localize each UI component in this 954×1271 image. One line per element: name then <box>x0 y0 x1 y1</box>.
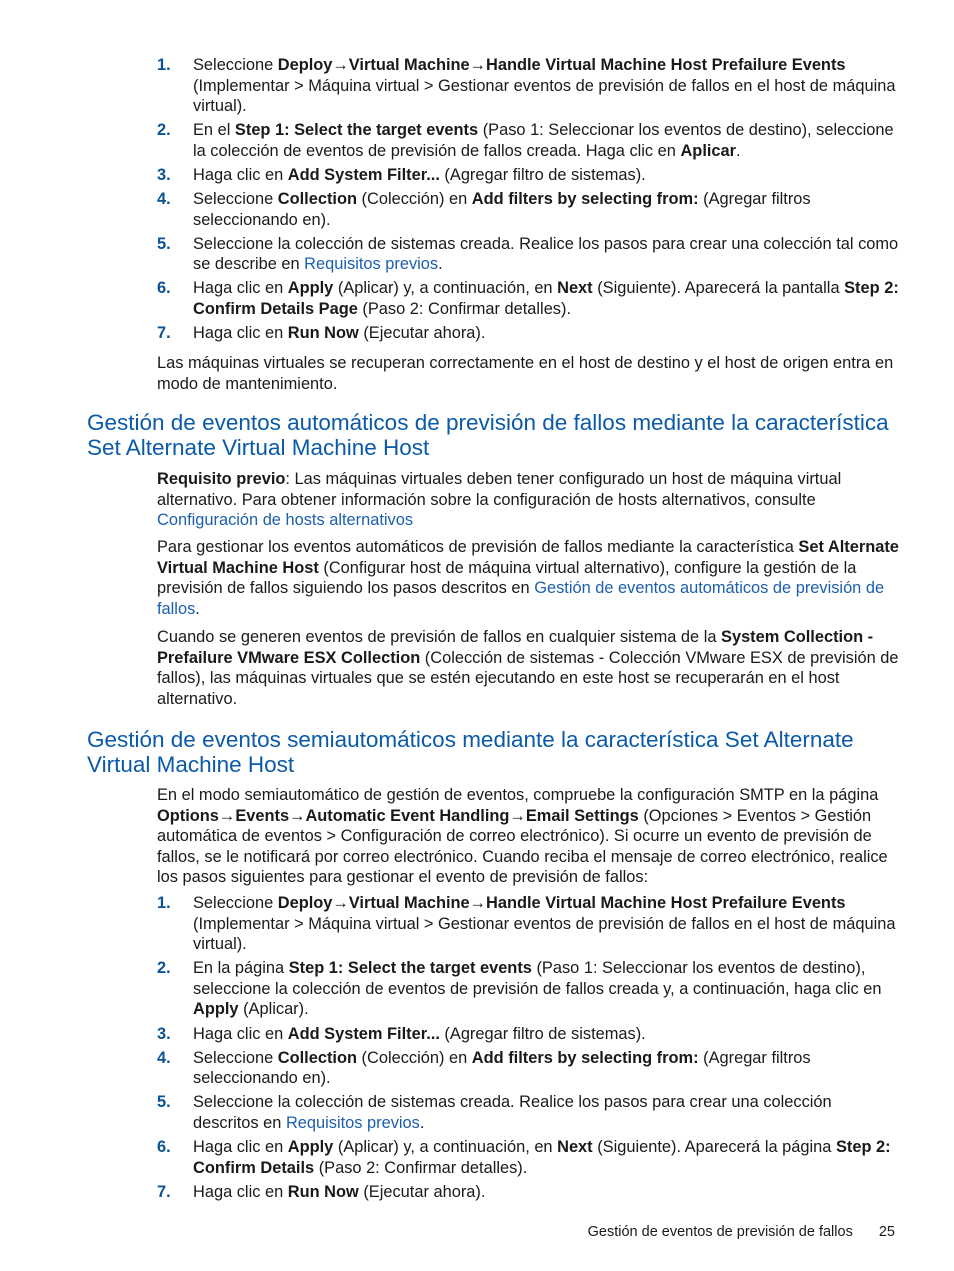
ui-term: Aplicar <box>680 141 737 160</box>
step-number: 4. <box>157 190 171 209</box>
ui-term: Step 2: Confirm Details <box>193 1138 891 1177</box>
text-run: Haga clic en <box>193 1182 288 1201</box>
ui-term: Email Settings <box>525 806 639 825</box>
ui-term: Apply <box>193 1000 239 1019</box>
ui-term: Step 2: Confirm Details Page <box>193 279 899 319</box>
list-item <box>157 120 901 161</box>
text-run: Para gestionar los eventos automáticos de previsión de fallos mediante la característica <box>157 538 799 556</box>
step-number: 6. <box>157 1138 171 1157</box>
ui-term: Add filters by selecting from: <box>471 190 699 209</box>
ui-term: Next <box>557 1138 593 1157</box>
ui-term: Virtual Machine <box>348 894 470 912</box>
ui-term: Step 1: Select the target events <box>234 121 479 140</box>
ui-term: Set Alternate Virtual Machine Host <box>157 538 899 577</box>
semiautomatic-intro-paragraph <box>157 785 901 888</box>
text-run: (Paso 2: Confirmar detalles). <box>357 300 572 319</box>
text-run: (Siguiente). Aparecerá la pantalla <box>592 279 845 298</box>
menu-path-arrow-icon: → <box>469 894 487 912</box>
text-run: . <box>438 255 443 274</box>
menu-path-arrow-icon: → <box>469 56 487 74</box>
step-number: 2. <box>157 121 171 140</box>
step-number: 6. <box>157 279 171 298</box>
text-run: Haga clic en <box>193 1024 288 1043</box>
text-run: Haga clic en <box>193 165 288 184</box>
menu-path-arrow-icon: → <box>332 894 349 912</box>
ui-term: Next <box>557 279 593 298</box>
list-item <box>157 1137 901 1178</box>
list-item <box>157 1048 901 1089</box>
ui-term: Deploy <box>277 56 333 74</box>
menu-path-arrow-icon: → <box>332 56 349 74</box>
menu-path-arrow-icon: → <box>218 806 236 825</box>
ui-term: System Collection - Prefailure VMware ESX Collection <box>157 628 874 667</box>
ui-term: Collection <box>277 1048 357 1067</box>
text-run: (Opciones > Eventos > Gestión automática de eventos > Configuración de correo electrónico). Si ocurre un evento de previsión de fallos, se le notificará por correo electrónico. Cuando reciba el mensaje de correo electrónico, realice los pasos siguientes para gestionar el evento de previsión de fallos: <box>157 806 888 887</box>
cross-reference-link[interactable]: Gestión de eventos automáticos de previsión de fallos <box>157 579 885 618</box>
list-item <box>157 323 901 344</box>
ui-term: Apply <box>287 1138 334 1157</box>
ui-term: Add System Filter... <box>287 165 440 184</box>
text-run: (Ejecutar ahora). <box>358 324 486 343</box>
ui-term: Deploy <box>277 894 333 912</box>
text-run: Haga clic en <box>193 279 288 298</box>
cross-reference-link[interactable]: Requisitos previos <box>285 1113 420 1132</box>
step-number: 1. <box>157 894 171 912</box>
text-run: (Siguiente). Aparecerá la página <box>592 1138 836 1157</box>
list-item <box>157 893 901 955</box>
text-run: (Configurar host de máquina virtual alternativo), configure la gestión de la previsión de fallos siguiendo los pasos descritos en <box>157 558 857 598</box>
ui-term: Run Now <box>287 1182 359 1201</box>
procedure-list-2 <box>157 893 901 1206</box>
text-run: En la página <box>193 959 289 978</box>
text-run: (Agregar filtro de sistemas). <box>439 1024 646 1043</box>
ui-term: Add System Filter... <box>287 1024 440 1043</box>
step-number: 5. <box>157 234 171 253</box>
text-run: (Colección) en <box>356 1048 472 1067</box>
procedure-list-1 <box>157 55 901 347</box>
cross-reference-link[interactable]: Configuración de hosts alternativos <box>157 511 414 530</box>
page-number: 25 <box>878 1224 895 1240</box>
page-footer <box>588 1222 895 1243</box>
step-number: 3. <box>157 1024 171 1043</box>
ui-term: Events <box>235 806 290 825</box>
list-item <box>157 278 901 319</box>
text-run: (Colección) en <box>356 190 472 209</box>
cross-reference-link[interactable]: Requisitos previos <box>304 255 439 274</box>
text-run: Seleccione <box>193 56 278 74</box>
text-run: (Aplicar). <box>238 1000 309 1019</box>
list-item <box>157 165 901 186</box>
text-run: (Paso 1: Seleccionar los eventos de destino), seleccione la colección de eventos de previsión de fallos creada. Haga clic en <box>193 121 894 160</box>
text-run: (Aplicar) y, a continuación, en <box>333 1138 558 1157</box>
text-run: Haga clic en <box>193 1138 288 1157</box>
text-run: . <box>195 599 200 618</box>
ui-term: Handle Virtual Machine Host Prefailure Events <box>486 56 846 74</box>
system-collection-paragraph <box>157 627 901 709</box>
footer-running-title: Gestión de eventos de previsión de fallos <box>587 1224 853 1240</box>
text-run: : Las máquinas virtuales deben tener configurado un host de máquina virtual alternativo. Para obtener información sobre la configuración de hosts alternativos, consulte <box>157 470 842 509</box>
list-item <box>157 1024 901 1045</box>
list-item <box>157 234 901 275</box>
list-item <box>157 55 901 117</box>
text-run: (Agregar filtro de sistemas). <box>439 165 646 184</box>
ui-term: Step 1: Select the target events <box>288 959 532 978</box>
text-run: Seleccione <box>193 894 278 912</box>
list-item <box>157 1182 901 1203</box>
ui-term: Apply <box>287 279 334 298</box>
text-run: Cuando se generen eventos de previsión de fallos en cualquier sistema de la <box>157 628 722 646</box>
automatic-handling-paragraph <box>157 537 901 619</box>
step-number: 7. <box>157 1182 171 1201</box>
text-run: (Paso 1: Seleccionar los eventos de destino), seleccione la colección de eventos de previsión de fallos creada y, a continuación, haga clic en <box>193 959 882 998</box>
text-run: Seleccione <box>193 190 278 209</box>
step-number: 1. <box>157 56 171 74</box>
section-heading-automatic: Gestión de eventos automáticos de previsión de fallos mediante la característica Set Alternate Virtual Machine Host <box>87 410 889 460</box>
list-item <box>157 1092 901 1133</box>
text-run: (Paso 2: Confirmar detalles). <box>314 1158 528 1177</box>
ui-term: Options <box>157 806 219 825</box>
text-run: (Agregar filtros seleccionando en). <box>193 1048 811 1088</box>
menu-path-arrow-icon: → <box>289 806 306 825</box>
text-run: Seleccione la colección de sistemas creada. Realice los pasos para crear una colección tal como se describe en <box>193 234 899 274</box>
text-run: (Implementar > Máquina virtual > Gestionar eventos de previsión de fallos en el host de máquina virtual). <box>193 914 896 954</box>
ui-term: Collection <box>277 190 357 209</box>
ui-term: Virtual Machine <box>348 56 470 74</box>
list-item <box>157 958 901 1020</box>
text-run: Seleccione <box>193 1048 278 1067</box>
text-run: (Implementar > Máquina virtual > Gestionar eventos de previsión de fallos en el host de máquina virtual). <box>193 76 896 116</box>
text-run: (Agregar filtros seleccionando en). <box>193 190 811 229</box>
text-run: (Aplicar) y, a continuación, en <box>333 279 558 298</box>
text-run: En el <box>193 121 235 140</box>
text-run: Seleccione la colección de sistemas creada. Realice los pasos para crear una colección descritos en <box>193 1093 832 1132</box>
prerequisite-paragraph <box>157 469 901 531</box>
section-heading-semiautomatic: Gestión de eventos semiautomáticos mediante la característica Set Alternate Virtual Machine Host <box>87 727 854 777</box>
step-number: 5. <box>157 1093 171 1112</box>
step-number: 2. <box>157 959 171 978</box>
text-run: . <box>736 141 741 160</box>
step-number: 3. <box>157 165 171 184</box>
recovery-note-paragraph <box>157 353 901 394</box>
text-run: (Colección de sistemas - Colección VMware ESX de previsión de fallos), las máquinas virtuales que se estén ejecutando en este host se recuperarán en el host alternativo. <box>157 648 899 708</box>
menu-path-arrow-icon: → <box>509 806 526 825</box>
ui-term: Add filters by selecting from: <box>471 1048 699 1067</box>
ui-term: Handle Virtual Machine Host Prefailure Events <box>486 894 846 912</box>
text-run: (Ejecutar ahora). <box>358 1182 486 1201</box>
ui-term: Run Now <box>287 324 359 343</box>
ui-term: Requisito previo <box>157 470 286 488</box>
step-number: 4. <box>157 1048 171 1067</box>
text-run: En el modo semiautomático de gestión de eventos, compruebe la configuración SMTP en la página <box>157 786 879 804</box>
text-run: Las máquinas virtuales se recuperan correctamente en el host de destino y el host de origen entra en modo de mantenimiento. <box>157 354 894 393</box>
list-item <box>157 189 901 230</box>
text-run: Haga clic en <box>193 324 288 343</box>
text-run: . <box>419 1113 425 1132</box>
ui-term: Automatic Event Handling <box>305 806 510 825</box>
step-number: 7. <box>157 324 171 343</box>
